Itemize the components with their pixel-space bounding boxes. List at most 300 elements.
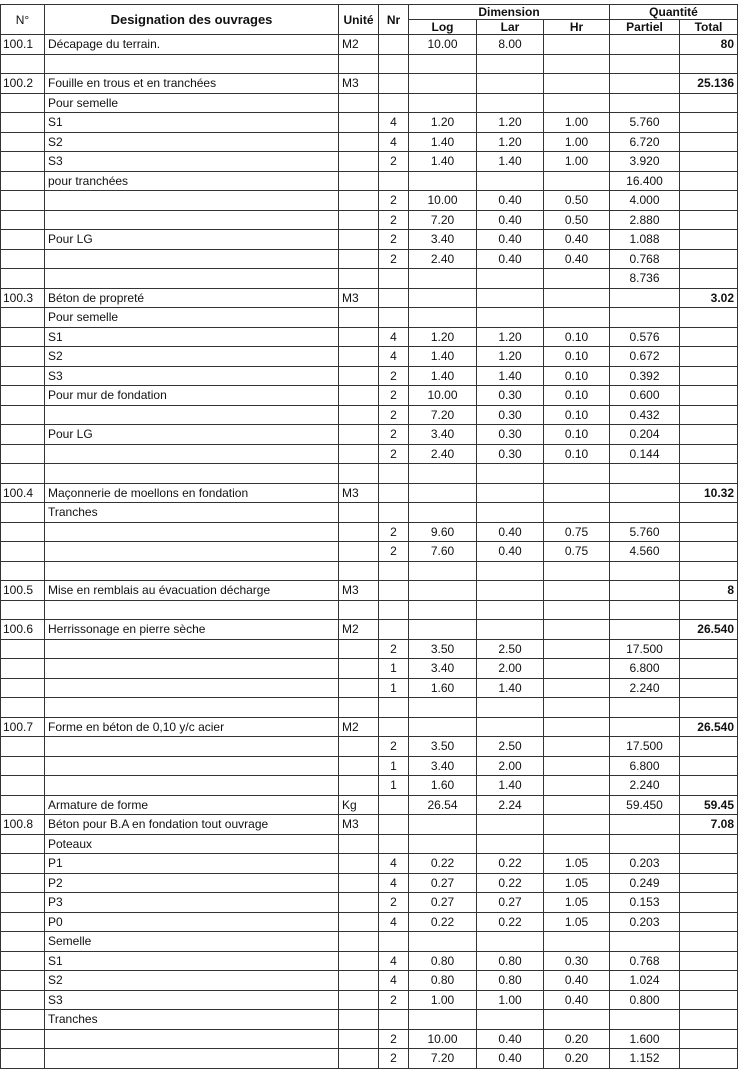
table-row (1, 191, 738, 211)
cell-total (680, 269, 738, 289)
cell-partiel: 0.144 (610, 444, 680, 464)
cell-partiel (610, 600, 680, 620)
cell-partiel: 17.500 (610, 639, 680, 659)
cell-log: 0.27 (409, 873, 477, 893)
cell-total (680, 932, 738, 952)
cell-nr (379, 795, 409, 815)
table-row (1, 366, 738, 386)
cell-total (680, 171, 738, 191)
cell-hr (544, 561, 610, 581)
cell-designation: P1 (45, 854, 339, 874)
cell-total (680, 405, 738, 425)
table-row (1, 815, 738, 835)
cell-lar: 0.40 (477, 210, 544, 230)
cell-lar (477, 54, 544, 74)
cell-no (1, 54, 45, 74)
cell-unit (339, 327, 379, 347)
cell-partiel: 2.240 (610, 678, 680, 698)
cell-designation (45, 776, 339, 796)
cell-hr: 0.75 (544, 542, 610, 562)
table-row (1, 698, 738, 718)
cell-unit (339, 854, 379, 874)
cell-unit (339, 893, 379, 913)
cell-unit (339, 249, 379, 269)
cell-unit (339, 951, 379, 971)
cell-unit (339, 93, 379, 113)
cell-lar (477, 288, 544, 308)
cell-no (1, 230, 45, 250)
cell-unit: M2 (339, 35, 379, 55)
cell-hr: 1.05 (544, 873, 610, 893)
cell-designation (45, 639, 339, 659)
cell-unit (339, 678, 379, 698)
cell-no: 100.5 (1, 581, 45, 601)
cell-nr: 2 (379, 425, 409, 445)
cell-nr: 4 (379, 873, 409, 893)
cell-log: 7.20 (409, 405, 477, 425)
cell-nr (379, 54, 409, 74)
cell-lar: 0.30 (477, 444, 544, 464)
cell-lar (477, 1010, 544, 1030)
cell-nr (379, 308, 409, 328)
cell-no (1, 210, 45, 230)
cell-partiel: 0.204 (610, 425, 680, 445)
cell-nr (379, 35, 409, 55)
cell-log: 3.40 (409, 659, 477, 679)
table-row (1, 659, 738, 679)
table-row (1, 113, 738, 133)
cell-lar: 0.80 (477, 971, 544, 991)
cell-hr: 0.20 (544, 1049, 610, 1069)
cell-total (680, 893, 738, 913)
cell-no (1, 542, 45, 562)
table-row (1, 834, 738, 854)
cell-designation: P2 (45, 873, 339, 893)
cell-no (1, 464, 45, 484)
cell-unit (339, 834, 379, 854)
table-row (1, 483, 738, 503)
cell-unit (339, 113, 379, 133)
cell-total (680, 1010, 738, 1030)
cell-lar (477, 171, 544, 191)
cell-unit (339, 308, 379, 328)
cell-designation (45, 54, 339, 74)
cell-log (409, 561, 477, 581)
table-row (1, 600, 738, 620)
cell-nr (379, 815, 409, 835)
table-row (1, 873, 738, 893)
table-row (1, 386, 738, 406)
cell-nr: 2 (379, 191, 409, 211)
cell-total (680, 366, 738, 386)
cell-lar: 0.40 (477, 1049, 544, 1069)
cell-partiel: 0.203 (610, 912, 680, 932)
cell-unit (339, 542, 379, 562)
cell-log: 10.00 (409, 35, 477, 55)
cell-partiel (610, 54, 680, 74)
table-row (1, 893, 738, 913)
cell-nr: 2 (379, 1029, 409, 1049)
cell-hr: 0.50 (544, 191, 610, 211)
cell-no (1, 113, 45, 133)
cell-hr: 0.20 (544, 1029, 610, 1049)
table-row (1, 639, 738, 659)
cell-unit: M3 (339, 288, 379, 308)
cell-total (680, 1029, 738, 1049)
cell-lar (477, 464, 544, 484)
cell-designation: Semelle (45, 932, 339, 952)
table-row (1, 1010, 738, 1030)
cell-designation: Pour LG (45, 425, 339, 445)
cell-hr (544, 795, 610, 815)
cell-log: 10.00 (409, 191, 477, 211)
cell-total (680, 347, 738, 367)
cell-unit: M3 (339, 581, 379, 601)
cell-unit (339, 132, 379, 152)
cell-no: 100.4 (1, 483, 45, 503)
cell-hr (544, 639, 610, 659)
header-designation: Designation des ouvrages (45, 5, 339, 35)
cell-partiel: 5.760 (610, 522, 680, 542)
cell-unit: Kg (339, 795, 379, 815)
cell-hr (544, 35, 610, 55)
cell-lar: 1.00 (477, 990, 544, 1010)
cell-hr (544, 93, 610, 113)
cell-partiel (610, 834, 680, 854)
cell-designation: Pour semelle (45, 308, 339, 328)
cell-log: 1.40 (409, 132, 477, 152)
table-row (1, 678, 738, 698)
cell-hr: 1.05 (544, 854, 610, 874)
cell-unit (339, 386, 379, 406)
cell-no (1, 269, 45, 289)
cell-no (1, 1029, 45, 1049)
cell-unit: M2 (339, 620, 379, 640)
cell-log (409, 288, 477, 308)
cell-lar (477, 74, 544, 94)
header-lar: Lar (477, 20, 544, 35)
cell-hr (544, 815, 610, 835)
cell-unit (339, 405, 379, 425)
cell-total (680, 678, 738, 698)
cell-lar: 1.20 (477, 113, 544, 133)
cell-nr: 4 (379, 951, 409, 971)
cell-partiel: 1.600 (610, 1029, 680, 1049)
cell-nr (379, 932, 409, 952)
cell-unit (339, 990, 379, 1010)
cell-designation: Tranches (45, 503, 339, 523)
cell-log: 26.54 (409, 795, 477, 815)
cell-log (409, 932, 477, 952)
header-no: N° (1, 5, 45, 35)
cell-lar (477, 932, 544, 952)
cell-no (1, 990, 45, 1010)
cell-log: 1.60 (409, 776, 477, 796)
cell-total (680, 834, 738, 854)
cell-lar: 2.00 (477, 659, 544, 679)
table-row (1, 35, 738, 55)
cell-hr: 0.40 (544, 249, 610, 269)
cell-hr (544, 269, 610, 289)
cell-nr (379, 464, 409, 484)
cell-log: 0.80 (409, 951, 477, 971)
cell-nr: 4 (379, 912, 409, 932)
cell-nr: 4 (379, 347, 409, 367)
cell-lar: 1.20 (477, 132, 544, 152)
cell-log (409, 483, 477, 503)
cell-partiel (610, 815, 680, 835)
cell-lar (477, 581, 544, 601)
table-row (1, 249, 738, 269)
cell-partiel (610, 717, 680, 737)
cell-no (1, 756, 45, 776)
cell-unit (339, 600, 379, 620)
cell-partiel: 17.500 (610, 737, 680, 757)
cell-log: 1.00 (409, 990, 477, 1010)
cell-total (680, 54, 738, 74)
cell-designation (45, 191, 339, 211)
cell-no (1, 776, 45, 796)
cell-partiel: 0.576 (610, 327, 680, 347)
cell-log: 7.60 (409, 542, 477, 562)
cell-lar (477, 834, 544, 854)
cell-lar: 0.30 (477, 386, 544, 406)
cell-no (1, 444, 45, 464)
cell-nr: 2 (379, 639, 409, 659)
cell-partiel: 3.920 (610, 152, 680, 172)
table-row (1, 522, 738, 542)
cell-partiel: 0.249 (610, 873, 680, 893)
cell-hr (544, 1010, 610, 1030)
cell-designation (45, 600, 339, 620)
cell-lar: 0.40 (477, 249, 544, 269)
cell-hr: 0.10 (544, 366, 610, 386)
cell-no (1, 152, 45, 172)
cell-log (409, 698, 477, 718)
cell-total (680, 912, 738, 932)
cell-nr (379, 698, 409, 718)
table-row (1, 620, 738, 640)
table-row (1, 464, 738, 484)
cell-nr: 2 (379, 152, 409, 172)
cell-lar: 0.40 (477, 1029, 544, 1049)
cell-log (409, 503, 477, 523)
cell-total (680, 132, 738, 152)
cell-hr (544, 737, 610, 757)
cell-nr: 2 (379, 386, 409, 406)
cell-lar (477, 815, 544, 835)
cell-unit (339, 932, 379, 952)
cell-designation: Pour semelle (45, 93, 339, 113)
cell-total: 3.02 (680, 288, 738, 308)
cell-partiel: 4.000 (610, 191, 680, 211)
cell-lar (477, 561, 544, 581)
cell-nr: 2 (379, 366, 409, 386)
cell-partiel (610, 1010, 680, 1030)
cell-no (1, 308, 45, 328)
cell-partiel: 0.203 (610, 854, 680, 874)
cell-total (680, 464, 738, 484)
cell-no: 100.7 (1, 717, 45, 737)
cell-total (680, 854, 738, 874)
cell-log (409, 620, 477, 640)
cell-nr (379, 600, 409, 620)
cell-designation: Béton pour B.A en fondation tout ouvrage (45, 815, 339, 835)
cell-nr: 1 (379, 756, 409, 776)
cell-hr (544, 581, 610, 601)
cell-partiel (610, 464, 680, 484)
cell-total: 10.32 (680, 483, 738, 503)
cell-no (1, 678, 45, 698)
cell-nr: 2 (379, 249, 409, 269)
cell-nr (379, 288, 409, 308)
table-row (1, 561, 738, 581)
cell-nr (379, 834, 409, 854)
cell-no (1, 1010, 45, 1030)
cell-log: 1.20 (409, 327, 477, 347)
cell-no (1, 737, 45, 757)
cell-total (680, 698, 738, 718)
table-row (1, 74, 738, 94)
cell-hr: 1.00 (544, 152, 610, 172)
cell-designation (45, 522, 339, 542)
cell-designation: S1 (45, 951, 339, 971)
cell-log (409, 308, 477, 328)
cell-unit (339, 639, 379, 659)
cell-lar: 1.40 (477, 678, 544, 698)
cell-no: 100.3 (1, 288, 45, 308)
cell-designation: Béton de propreté (45, 288, 339, 308)
cell-log: 10.00 (409, 386, 477, 406)
cell-partiel (610, 74, 680, 94)
cell-hr: 1.05 (544, 893, 610, 913)
header-hr: Hr (544, 20, 610, 35)
cell-log (409, 834, 477, 854)
cell-partiel: 0.153 (610, 893, 680, 913)
cell-lar: 0.40 (477, 542, 544, 562)
table-row (1, 854, 738, 874)
cell-designation (45, 405, 339, 425)
header-log: Log (409, 20, 477, 35)
cell-total (680, 210, 738, 230)
cell-unit (339, 873, 379, 893)
header-partiel: Partiel (610, 20, 680, 35)
cell-partiel (610, 503, 680, 523)
cell-total: 7.08 (680, 815, 738, 835)
cell-total: 8 (680, 581, 738, 601)
cell-hr (544, 483, 610, 503)
table-row (1, 717, 738, 737)
cell-designation (45, 678, 339, 698)
quantity-table (0, 4, 738, 1069)
cell-lar (477, 269, 544, 289)
cell-partiel: 0.600 (610, 386, 680, 406)
table-body (1, 35, 738, 1069)
cell-unit (339, 444, 379, 464)
cell-nr: 2 (379, 990, 409, 1010)
cell-no (1, 249, 45, 269)
cell-unit (339, 756, 379, 776)
cell-unit (339, 191, 379, 211)
cell-nr (379, 483, 409, 503)
cell-total (680, 659, 738, 679)
cell-nr (379, 171, 409, 191)
cell-lar: 0.40 (477, 522, 544, 542)
cell-designation (45, 269, 339, 289)
cell-partiel: 5.760 (610, 113, 680, 133)
cell-nr: 2 (379, 1049, 409, 1069)
cell-unit (339, 698, 379, 718)
cell-designation: Forme en béton de 0,10 y/c acier (45, 717, 339, 737)
cell-total: 59.45 (680, 795, 738, 815)
cell-partiel: 0.672 (610, 347, 680, 367)
cell-no (1, 366, 45, 386)
cell-no (1, 347, 45, 367)
cell-no (1, 912, 45, 932)
cell-nr (379, 717, 409, 737)
table-row (1, 581, 738, 601)
cell-designation (45, 561, 339, 581)
cell-unit (339, 366, 379, 386)
cell-total (680, 503, 738, 523)
cell-designation (45, 698, 339, 718)
cell-log: 1.20 (409, 113, 477, 133)
cell-lar: 2.50 (477, 737, 544, 757)
cell-hr (544, 717, 610, 737)
table-row (1, 990, 738, 1010)
cell-hr: 0.10 (544, 386, 610, 406)
cell-total: 80 (680, 35, 738, 55)
cell-unit (339, 659, 379, 679)
cell-no: 100.8 (1, 815, 45, 835)
cell-designation (45, 756, 339, 776)
cell-partiel: 0.768 (610, 951, 680, 971)
cell-log: 3.40 (409, 425, 477, 445)
cell-no (1, 698, 45, 718)
cell-lar: 0.30 (477, 425, 544, 445)
cell-hr: 0.10 (544, 405, 610, 425)
table-row (1, 1029, 738, 1049)
cell-partiel (610, 93, 680, 113)
cell-nr: 2 (379, 405, 409, 425)
cell-partiel (610, 620, 680, 640)
cell-hr (544, 776, 610, 796)
cell-log: 3.50 (409, 737, 477, 757)
cell-nr: 2 (379, 893, 409, 913)
cell-partiel (610, 308, 680, 328)
cell-partiel: 0.800 (610, 990, 680, 1010)
cell-hr: 1.00 (544, 113, 610, 133)
cell-no (1, 425, 45, 445)
cell-designation (45, 249, 339, 269)
cell-lar (477, 717, 544, 737)
cell-hr: 0.30 (544, 951, 610, 971)
cell-no (1, 600, 45, 620)
table-row (1, 347, 738, 367)
cell-total (680, 1049, 738, 1069)
table-row (1, 171, 738, 191)
cell-hr (544, 620, 610, 640)
header-dimension: Dimension (409, 5, 610, 20)
cell-no (1, 873, 45, 893)
cell-log: 10.00 (409, 1029, 477, 1049)
cell-unit (339, 269, 379, 289)
header-nr: Nr (379, 5, 409, 35)
cell-log: 2.40 (409, 444, 477, 464)
cell-log (409, 1010, 477, 1030)
cell-designation (45, 210, 339, 230)
cell-total: 25.136 (680, 74, 738, 94)
